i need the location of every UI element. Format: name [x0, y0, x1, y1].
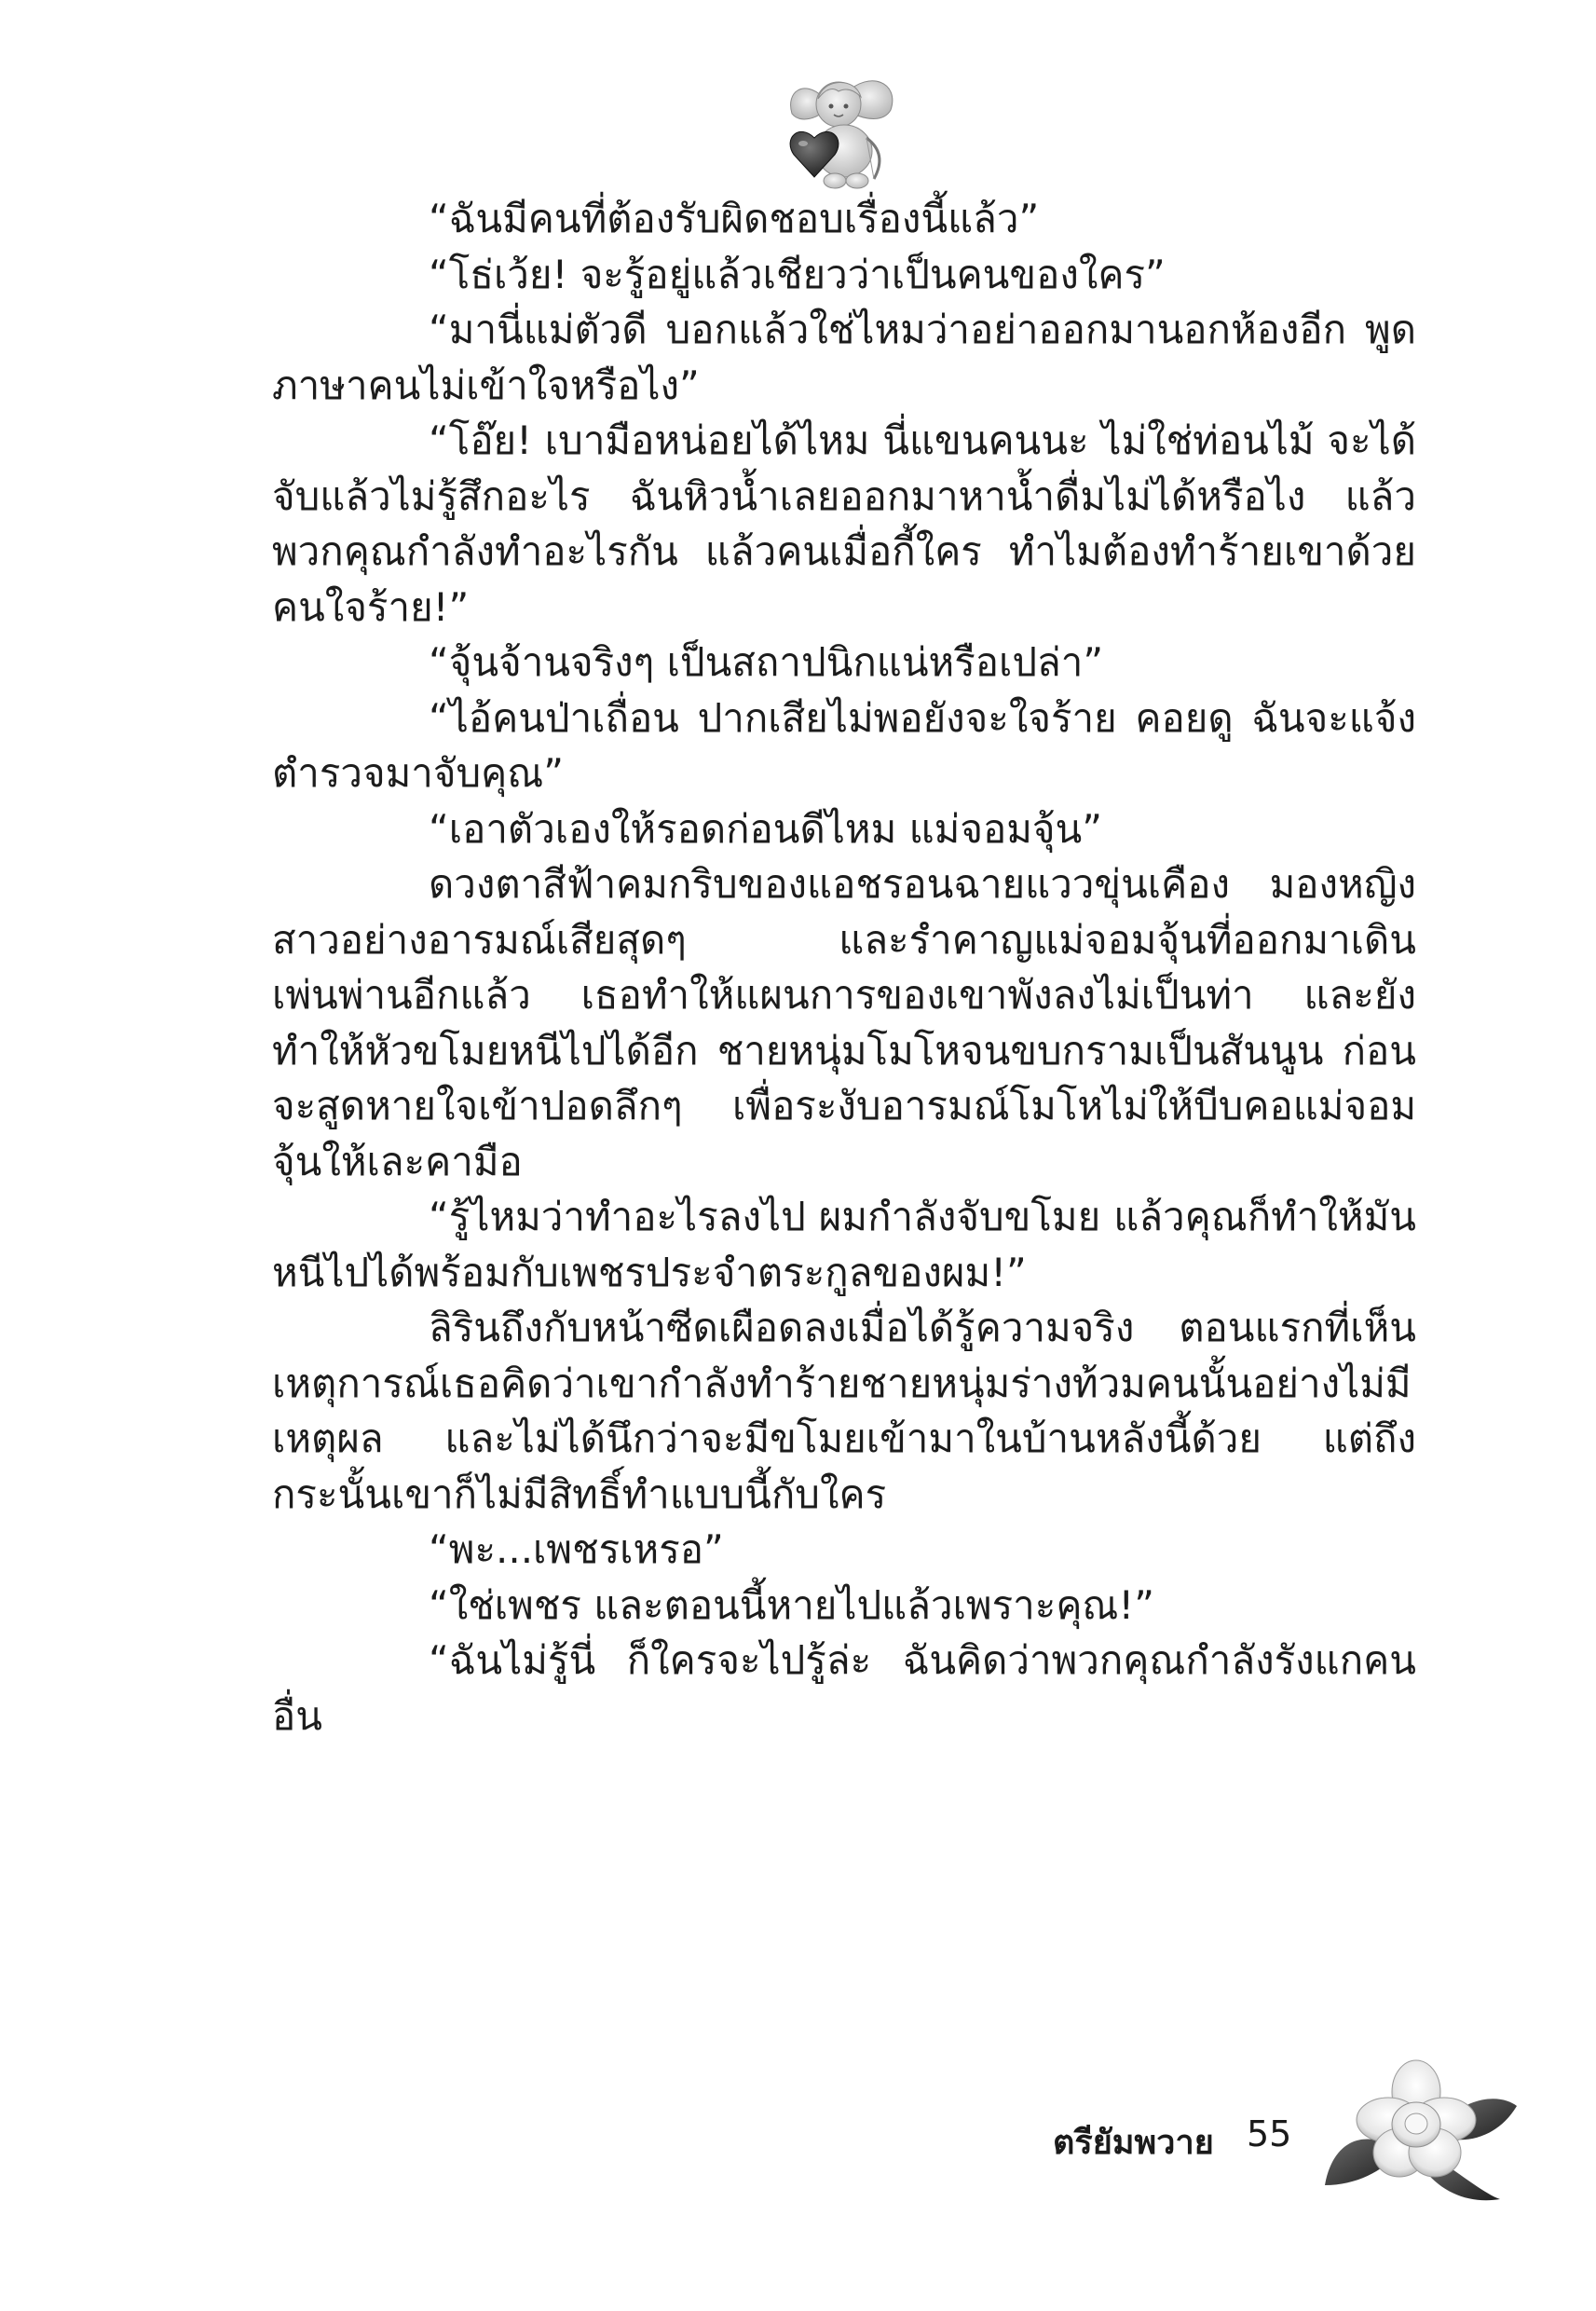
- body-text: [272, 191, 1416, 1744]
- paragraph: “โอ๊ย! เบามือหน่อยได้ไหม นี่แขนคนนะ ไม่ใช่ท่อนไม้ จะได้จับแล้วไม่รู้สึกอะไร ฉันหิวน้ำเลยออกมาหาน้ำดื่มไม่ได้หรือไง แล้วพวกคุณกำลังทำอะไรกัน แล้วคนเมื่อกี้ใคร ทำไมต้องทำร้ายเขาด้วยคนใจร้าย!”: [272, 417, 1416, 630]
- paragraph: “พะ...เพชรเหรอ”: [429, 1526, 724, 1572]
- paragraph: “รู้ไหมว่าทำอะไรลงไป ผมกำลังจับขโมย แล้วคุณก็ทำให้มันหนีไปได้พร้อมกับเพชรประจำตระกูลของผม!”: [272, 1194, 1416, 1295]
- gardenia-flower-icon: [1323, 2055, 1519, 2204]
- paragraph: “จุ้นจ้านจริงๆ เป็นสถาปนิกแน่หรือเปล่า”: [429, 639, 1104, 685]
- paragraph: “ฉันไม่รู้นี่ ก็ใครจะไปรู้ล่ะ ฉันคิดว่าพวกคุณกำลังรังแกคนอื่น: [272, 1637, 1416, 1739]
- paragraph: “โธ่เว้ย! จะรู้อยู่แล้วเชียวว่าเป็นคนของใคร”: [429, 251, 1166, 297]
- page-number: 55: [1247, 2113, 1292, 2154]
- paragraph: ดวงตาสีฟ้าคมกริบของแอชรอนฉายแววขุ่นเคือง มองหญิงสาวอย่างอารมณ์เสียสุดๆ และรำคาญแม่จอมจุ้นที่ออกมาเดินเพ่นพ่านอีกแล้ว เธอทำให้แผนการของเขาพังลงไม่เป็นท่า และยังทำให้หัวขโมยหนีไปได้อีก ชายหนุ่มโมโหจนขบกรามเป็นสันนูน ก่อนจะสูดหายใจเข้าปอดลึกๆ เพื่อระงับอารมณ์โมโหไม่ให้บีบคอแม่จอมจุ้นให้เละคามือ: [272, 861, 1416, 1184]
- paragraph: “ใช่เพชร และตอนนี้หายไปแล้วเพราะคุณ!”: [429, 1581, 1154, 1628]
- paragraph: “ฉันมีคนที่ต้องรับผิดชอบเรื่องนี้แล้ว”: [429, 196, 1040, 241]
- paragraph: “เอาตัวเองให้รอดก่อนดีไหม แม่จอมจุ้น”: [429, 805, 1102, 852]
- paragraph: ลิรินถึงกับหน้าซีดเผือดลงเมื่อได้รู้ความจริง ตอนแรกที่เห็นเหตุการณ์เธอคิดว่าเขากำลังทำร้ายชายหนุ่มร่างท้วมคนนั้นอย่างไม่มีเหตุผล และไม่ได้นึกว่าจะมีขโมยเข้ามาในบ้านหลังนี้ด้วย แต่ถึงกระนั้นเขาก็ไม่มีสิทธิ์ทำแบบนี้กับใคร: [272, 1305, 1416, 1517]
- paragraph: “ไอ้คนป่าเถื่อน ปากเสียไม่พอยังจะใจร้าย คอยดู ฉันจะแจ้งตำรวจมาจับคุณ”: [272, 694, 1416, 796]
- cupid-heart-icon: [781, 65, 902, 196]
- paragraph: “มานี่แม่ตัวดี บอกแล้วใช่ไหมว่าอย่าออกมานอกห้องอีก พูดภาษาคนไม่เข้าใจหรือไง”: [272, 307, 1416, 408]
- footer-book-title: ตรียัมพวาย: [1053, 2124, 1214, 2162]
